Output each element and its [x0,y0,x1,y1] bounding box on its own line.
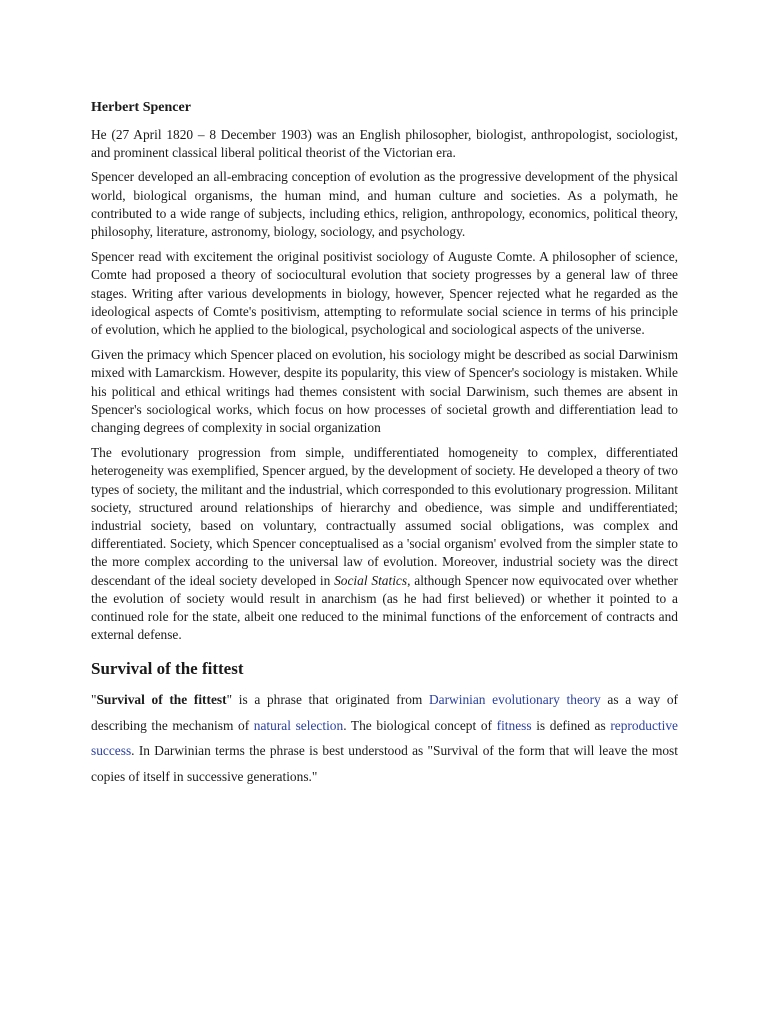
p6-text-5: . In Darwinian terms the phrase is best understood as "Survival of the form that will leave the most copies of itself in successive generations." [91,743,678,784]
paragraph-intro: He (27 April 1820 – 8 December 1903) was an English philosopher, biologist, anthropologist, sociologist, and prominent classical liberal political theorist of the Victorian era. [91,127,678,161]
p6-quote-open: " [91,692,97,708]
link-darwinian-theory[interactable]: Darwinian evolutionary theory [428,692,601,708]
survival-phrase-bold: Survival of the fittest [96,692,227,708]
paragraph-social-darwinism: Given the primacy which Spencer placed on evolution, his sociology might be described as social Darwinism mixed with Lamarckism. However, despite its popularity, this view of Spencer's sociology is mistaken. While his political and ethical writings had themes consistent with social Darwinism, such themes are absent in Spencer's sociological works, which focus on how processes of societal growth and differentiation lead to changing degrees of complexity in social organization [91,347,678,436]
p6-text-4: is defined as [531,717,611,733]
section-title-survival: Survival of the fittest [91,659,244,679]
p6-text-2: as a way of describing the mechanism of [91,692,679,733]
social-statics-title: Social Statics [334,572,408,588]
p6-text-1: " is a phrase that originated from [226,692,429,708]
document-body [91,99,678,789]
p5-text-before: The evolutionary progression from simple, undifferentiated homogeneity to complex, differentiated heterogeneity was exemplified, Spencer argued, by the development of society. He developed a theory of two types of society, the militant and the industrial, which corresponded to this evolutionary progression. Militant society, structured around relationships of hierarchy and obedience, was simple and undifferentiated; industrial society, based on voluntary, contractually assumed social obligations, was complex and differentiated. Society, which Spencer conceptualised as a 'social organism' evolved from the simpler state to the more complex according to the universal law of evolution. Moreover, industrial society was the direct descendant of the ideal society developed in [91,445,678,588]
p6-text-3: . The biological concept of [343,717,497,733]
paragraph-evolutionary-progression [91,444,678,644]
paragraph-comte: Spencer read with excitement the original positivist sociology of Auguste Comte. A philosopher of science, Comte had proposed a theory of sociocultural evolution that society progresses by a general law of three stages. Writing after various developments in biology, however, Spencer rejected what he regarded as the ideological aspects of Comte's positivism, attempting to reformulate social science in terms of his principle of evolution, which he applied to the biological, psychological and sociological aspects of the universe. [91,249,678,338]
paragraph-evolution-conception: Spencer developed an all-embracing conception of evolution as the progressive development of the physical world, biological organisms, the human mind, and human culture and societies. As a polymath, he contributed to a wide range of subjects, including ethics, religion, anthropology, economics, political theory, philosophy, literature, astronomy, biology, sociology, and psychology. [91,169,678,240]
link-natural-selection[interactable]: natural selection [253,717,344,733]
section-title-herbert-spencer: Herbert Spencer [91,100,191,115]
link-reproductive-success[interactable]: reproductive success [91,717,678,759]
link-fitness[interactable]: fitness [496,717,532,733]
paragraph-survival [91,687,678,789]
p5-text-after: , although Spencer now equivocated over whether the evolution of society would result in anarchism (as he had first believed) or whether it pointed to a continued role for the state, albeit one reduced to the minimal functions of the enforcement of contracts and external defense. [91,572,678,643]
